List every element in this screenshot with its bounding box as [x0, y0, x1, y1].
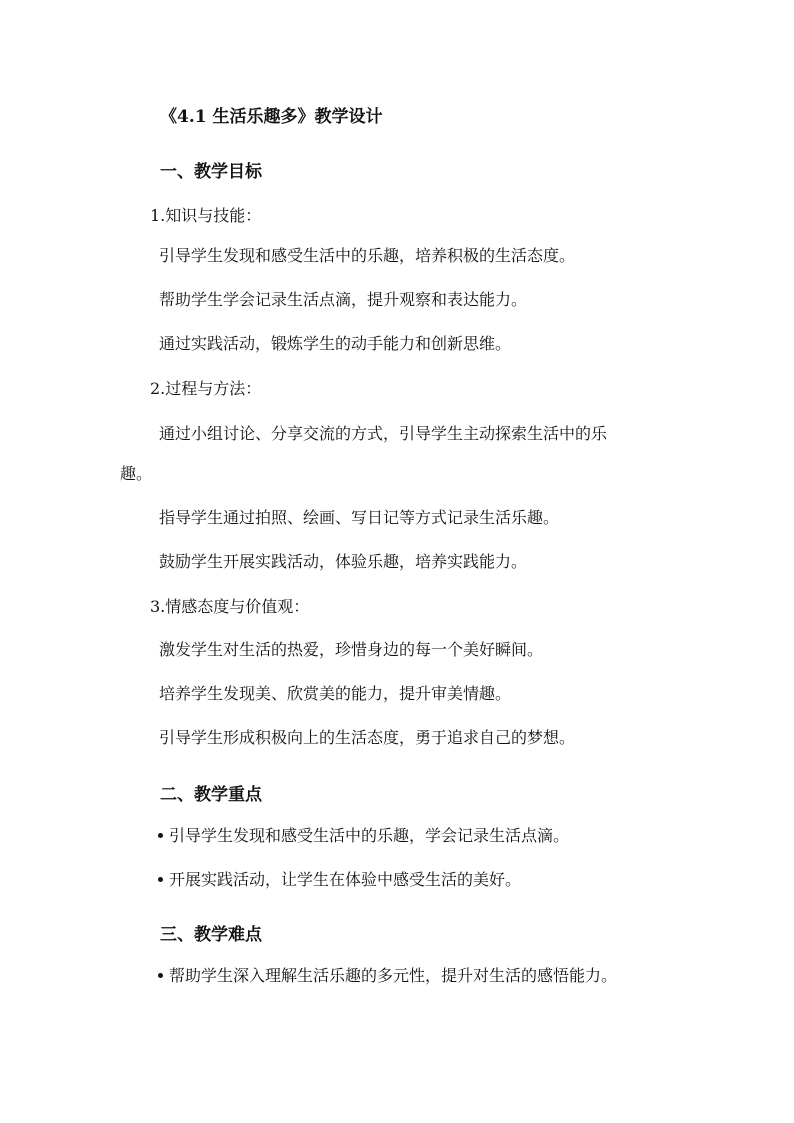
bullet-item	[158, 826, 569, 846]
paragraph-line: 帮助学生学会记录生活点滴，提升观察和表达能力。	[159, 290, 528, 309]
paragraph-line: 引导学生发现和感受生活中的乐趣，培养积极的生活态度。	[159, 246, 576, 265]
subsection-label-attitude: 3.情感态度与价值观：	[150, 597, 310, 616]
paragraph-line-continuation: 趣。	[120, 464, 153, 483]
subsection-label-knowledge: 1.知识与技能：	[150, 206, 262, 225]
section-heading-difficulties: 三、教学难点	[160, 925, 262, 945]
bullet-text: 帮助学生深入理解生活乐趣的多元性，提升对生活的感悟能力。	[169, 966, 618, 985]
subsection-label-process: 2.过程与方法：	[150, 379, 262, 398]
bullet-text: 引导学生发现和感受生活中的乐趣，学会记录生活点滴。	[169, 826, 570, 845]
bullet-dot-icon	[158, 877, 163, 882]
bullet-item	[158, 966, 617, 986]
paragraph-line: 通过实践活动，锻炼学生的动手能力和创新思维。	[159, 334, 512, 353]
document-title: 《4.1 生活乐趣多》教学设计	[160, 107, 383, 127]
paragraph-line-wrapped: 通过小组讨论、分享交流的方式，引导学生主动探索生活中的乐	[159, 424, 608, 443]
paragraph-line: 指导学生通过拍照、绘画、写日记等方式记录生活乐趣。	[159, 508, 560, 527]
paragraph-line: 培养学生发现美、欣赏美的能力，提升审美情趣。	[159, 684, 512, 703]
paragraph-line: 激发学生对生活的热爱，珍惜身边的每一个美好瞬间。	[159, 640, 544, 659]
paragraph-line: 鼓励学生开展实践活动，体验乐趣，培养实践能力。	[159, 552, 528, 571]
paragraph-line: 引导学生形成积极向上的生活态度，勇于追求自己的梦想。	[159, 728, 576, 747]
section-heading-key-points: 二、教学重点	[160, 785, 262, 805]
bullet-item	[158, 870, 521, 890]
bullet-text: 开展实践活动，让学生在体验中感受生活的美好。	[169, 870, 522, 889]
bullet-dot-icon	[158, 973, 163, 978]
bullet-dot-icon	[158, 833, 163, 838]
section-heading-objectives: 一、教学目标	[160, 162, 262, 182]
